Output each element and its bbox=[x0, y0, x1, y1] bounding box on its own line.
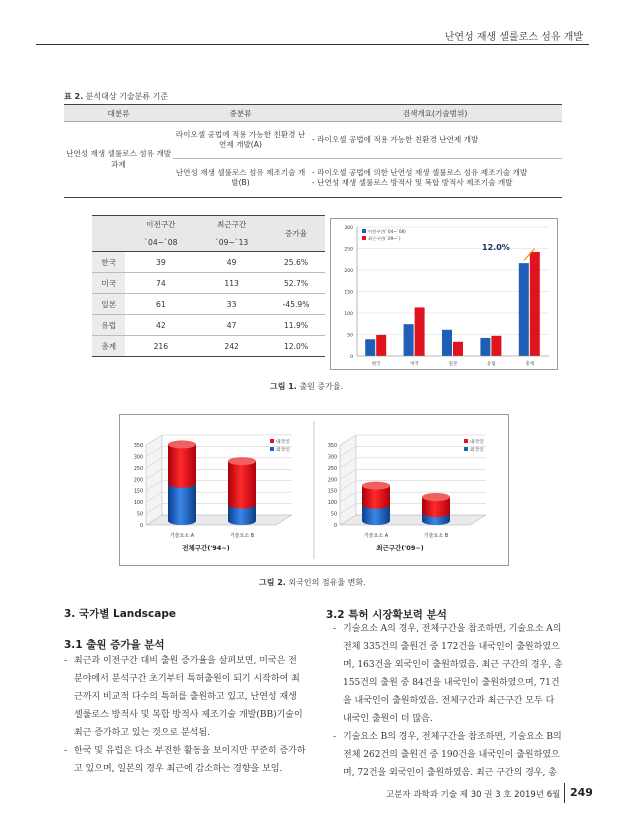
table2-header-desc: 검색개요(기술범위) bbox=[308, 105, 562, 122]
x-tick-label: 미국 bbox=[410, 362, 419, 367]
growth-table-row bbox=[92, 315, 325, 336]
growth-table-cell: 일본 bbox=[92, 294, 125, 315]
y-tick-label: 200 bbox=[327, 478, 337, 484]
growth-table-cell: 한국 bbox=[92, 252, 125, 273]
table2-mid-cell: 라이오셀 공법에 적용 가능한 친환경 난연제 개발(A) bbox=[173, 122, 308, 159]
gridline bbox=[146, 469, 292, 479]
growth-table-cell: 61 bbox=[125, 294, 196, 315]
bar-recent bbox=[530, 252, 540, 356]
table2-header-major: 대분류 bbox=[64, 105, 173, 122]
figure2-svg bbox=[120, 415, 508, 565]
legend-label: 외국인 bbox=[276, 448, 290, 453]
bar-recent bbox=[376, 335, 386, 356]
gridline bbox=[340, 458, 486, 468]
table2-caption-number: 표 2. bbox=[64, 92, 84, 101]
growth-table-cell: 총계 bbox=[92, 336, 125, 357]
panel-title: 전체구간('94~) bbox=[182, 544, 230, 552]
bar-prev bbox=[404, 324, 414, 356]
table2-caption bbox=[64, 91, 168, 102]
legend-label: 내국인 bbox=[470, 440, 484, 445]
bullet-text: 최근과 이전구간 대비 출원 증가율을 살펴보면, 미국은 전 분야에서 분석구간 초기부터 특허출원이 되기 시작하여 최근까지 비교적 다수의 특허를 출원하고 있고, 난연성 재생 셀룰로스 방적사 및 복합 방적사 제조기술 개발(BB)기술이 최근 증가하고 있는 것으로 분석됨. bbox=[74, 656, 303, 738]
cylinder-top bbox=[422, 493, 450, 501]
growth-table-cell: -45.9% bbox=[267, 294, 325, 315]
growth-table-cell: 49 bbox=[196, 252, 267, 273]
legend-swatch bbox=[464, 439, 468, 443]
bullet-item: - 기술요소 A의 경우, 전체구간을 참조하면, 기술요소 A의 전체 335건의 출원건 중 172건을 내국인이 출원하였으며, 163건을 외국인이 출원하였음. 최근 구간의 경우, 총 155건의 출원 중 84건을 내국인이 출원하였으며, 71건을 내국인이 출원하였음. 전체구간과 최근구간 모두 다 내국인 출원이 더 많음. bbox=[333, 624, 563, 724]
growth-table-cell: 33 bbox=[196, 294, 267, 315]
cylinder-segment-domestic bbox=[228, 461, 256, 508]
bullet-item: - 최근과 이전구간 대비 출원 증가율을 살펴보면, 미국은 전 분야에서 분석구간 초기부터 특허출원이 되기 시작하여 최근까지 비교적 다수의 특허를 출원하고 있고, 난연성 재생 셀룰로스 방적사 및 복합 방적사 제조기술 개발(BB)기술이 최근 증가하고 있는 것으로 분석됨. bbox=[64, 656, 303, 738]
table2-desc-cell bbox=[308, 159, 562, 198]
growth-table-header-growth: 증가율 bbox=[267, 216, 325, 252]
x-tick-label: 기술요소 B bbox=[229, 533, 255, 539]
growth-table-cell: 216 bbox=[125, 336, 196, 357]
legend-label: 내국인 bbox=[276, 440, 290, 445]
gridline bbox=[340, 504, 486, 514]
y-tick-label: 350 bbox=[327, 444, 337, 449]
y-tick-label: 300 bbox=[327, 455, 337, 461]
y-tick-label: 300 bbox=[133, 455, 143, 461]
panel-title: 최근구간('09~) bbox=[376, 544, 424, 552]
growth-table-header-recent: 최근구간 bbox=[196, 216, 267, 234]
bar-prev bbox=[442, 330, 452, 356]
growth-table-cell: 25.6% bbox=[267, 252, 325, 273]
y-tick-label: 0 bbox=[139, 524, 143, 529]
cylinder-top bbox=[168, 440, 196, 448]
page-number: 249 bbox=[570, 786, 593, 799]
gridline bbox=[146, 492, 292, 502]
growth-table-row bbox=[92, 252, 325, 273]
bullet-text: 기술요소 A의 경우, 전체구간을 참조하면, 기술요소 A의 전체 335건의 출원건 중 172건을 내국인이 출원하였으며, 163건을 외국인이 출원하였음. 최근 구간의 경우, 총 155건의 출원 중 84건을 내국인이 출원하였으며, 71건을 내국인이 출원하였음. 전체구간과 최근구간 모두 다 내국인 출원이 더 많음. bbox=[343, 624, 563, 724]
section-3-1-heading: 3.1 출원 증가율 분석 bbox=[64, 639, 165, 651]
y-tick-label: 250 bbox=[133, 466, 143, 472]
figure1-chart bbox=[330, 218, 558, 370]
growth-table-header-prev-range: `04~`08 bbox=[125, 234, 196, 252]
y-tick-label: 250 bbox=[327, 466, 337, 472]
cylinder-segment-foreign bbox=[168, 484, 196, 525]
legend-swatch bbox=[464, 447, 468, 451]
y-tick-label: 0 bbox=[350, 355, 353, 360]
gridline bbox=[146, 481, 292, 491]
growth-table-cell: 39 bbox=[125, 252, 196, 273]
y-tick-label: 300 bbox=[344, 226, 353, 231]
legend-swatch bbox=[362, 229, 366, 233]
y-tick-label: 150 bbox=[133, 489, 143, 495]
growth-table-cell: 242 bbox=[196, 336, 267, 357]
floor-plane bbox=[340, 515, 486, 525]
legend-swatch bbox=[270, 439, 274, 443]
growth-table-cell: 113 bbox=[196, 273, 267, 294]
figure1-caption-text: 출원 증가율. bbox=[299, 382, 344, 391]
y-tick-label: 250 bbox=[344, 247, 353, 253]
bar-recent bbox=[491, 336, 501, 356]
y-tick-label: 100 bbox=[344, 312, 353, 317]
growth-table-row bbox=[92, 336, 325, 357]
floor-plane bbox=[146, 515, 292, 525]
x-tick-label: 한국 bbox=[371, 362, 381, 367]
bar-prev bbox=[519, 263, 529, 356]
growth-table-cell: 11.9% bbox=[267, 315, 325, 336]
x-tick-label: 일본 bbox=[448, 362, 458, 367]
bullet-item: - 기술요소 B의 경우, 전체구간을 참조하면, 기술요소 B의 전체 262건의 출원건 중 190건을 내국인이 출원하였으며, 72건을 외국인이 출원하였음. 최근 구간의 경우, 총 bbox=[333, 732, 562, 778]
growth-table-row bbox=[92, 273, 325, 294]
y-tick-label: 200 bbox=[344, 269, 353, 274]
y-tick-label: 350 bbox=[133, 444, 143, 449]
table2-header-mid: 중분류 bbox=[173, 105, 308, 122]
figure2-caption-text: 외국인의 점유율 변화. bbox=[288, 578, 366, 587]
cylinder-top bbox=[362, 482, 390, 490]
figure1-svg bbox=[331, 219, 557, 369]
x-tick-label: 기술요소 B bbox=[423, 533, 449, 539]
x-tick-label: 유럽 bbox=[487, 362, 496, 367]
growth-table-cell: 12.0% bbox=[267, 336, 325, 357]
side-wall bbox=[146, 435, 162, 525]
gridline bbox=[146, 458, 292, 468]
bar-recent bbox=[415, 307, 425, 356]
table2-desc-line: - 난연성 재생 셀룰로스 방적사 및 복합 방적사 제조기술 개발 bbox=[312, 178, 513, 187]
y-tick-label: 200 bbox=[133, 478, 143, 484]
growth-table-cell: 유럽 bbox=[92, 315, 125, 336]
legend-swatch bbox=[270, 447, 274, 451]
growth-table-header-prev: 이전구간 bbox=[125, 216, 196, 234]
table2-major-cell: 난연성 재생 셀룰로스 섬유 개발과제 bbox=[64, 122, 173, 198]
growth-table-cell: 52.7% bbox=[267, 273, 325, 294]
y-tick-label: 100 bbox=[133, 501, 143, 507]
gridline bbox=[340, 481, 486, 491]
growth-table-cell: 74 bbox=[125, 273, 196, 294]
figure1-caption-number: 그림 1. bbox=[270, 382, 297, 391]
growth-table bbox=[92, 215, 325, 357]
x-tick-label: 총계 bbox=[525, 362, 535, 367]
table2-desc-line: - 라이오셀 공법에 적용 가능한 친환경 난연제 개발 bbox=[312, 134, 479, 144]
legend-swatch bbox=[362, 236, 366, 240]
running-header: 난연성 재생 셀룰로스 섬유 개발 bbox=[444, 32, 583, 43]
cylinder-top bbox=[228, 457, 256, 465]
y-tick-label: 50 bbox=[330, 512, 337, 518]
gridline bbox=[340, 492, 486, 502]
bar-prev bbox=[480, 338, 490, 356]
growth-table-cell: 47 bbox=[196, 315, 267, 336]
section-3-1-body bbox=[64, 652, 308, 778]
section-3-heading: 3. 국가별 Landscape bbox=[64, 608, 176, 620]
x-tick-label: 기술요소 A bbox=[363, 533, 389, 539]
y-tick-label: 100 bbox=[327, 501, 337, 507]
bullet-text: 기술요소 B의 경우, 전체구간을 참조하면, 기술요소 B의 전체 262건의 출원건 중 190건을 내국인이 출원하였으며, 72건을 외국인이 출원하였음. 최근 구간의 경우, 총 bbox=[343, 732, 562, 778]
side-wall bbox=[340, 435, 356, 525]
y-tick-label: 0 bbox=[333, 524, 337, 529]
legend-label: 최근구간(`09~`) bbox=[368, 236, 401, 241]
y-tick-label: 50 bbox=[347, 333, 353, 339]
table2-desc-cell bbox=[308, 122, 562, 159]
y-tick-label: 50 bbox=[136, 512, 143, 518]
gridline bbox=[146, 504, 292, 514]
growth-table-header-recent-range: `09~`13 bbox=[196, 234, 267, 252]
table2-mid-cell: 난연성 재생 셀룰로스 섬유 제조기술 개발(B) bbox=[173, 159, 308, 198]
footer-divider bbox=[564, 783, 565, 803]
section-3-2-heading: 3.2 특허 시장확보력 분석 bbox=[326, 609, 447, 621]
y-tick-label: 150 bbox=[327, 489, 337, 495]
bullet-text: 한국 및 유럽은 다소 부진한 활동을 보이지만 꾸준히 증가하고 있으며, 일본의 경우 최근에 감소하는 경향을 보임. bbox=[74, 746, 306, 774]
growth-table-cell: 42 bbox=[125, 315, 196, 336]
table2-caption-text: 분석대상 기술분류 기준 bbox=[85, 92, 169, 101]
table2-desc-line: - 라이오셀 공법에 의한 난연성 재생 셀룰로스 섬유 제조기술 개발 bbox=[312, 167, 528, 177]
growth-annotation: 12.0% bbox=[482, 242, 510, 252]
growth-table-cell: 미국 bbox=[92, 273, 125, 294]
bar-recent bbox=[453, 342, 463, 356]
cylinder-segment-domestic bbox=[168, 444, 196, 487]
bullet-item: - 한국 및 유럽은 다소 부진한 활동을 보이지만 꾸준히 증가하고 있으며, 일본의 경우 최근에 감소하는 경향을 보임. bbox=[64, 746, 306, 774]
header-rule bbox=[36, 44, 589, 45]
growth-table-row bbox=[92, 294, 325, 315]
bar-prev bbox=[365, 339, 375, 356]
table2 bbox=[64, 104, 562, 198]
section-3-2-body bbox=[333, 620, 563, 782]
legend-label: 이전구간(`04~`08) bbox=[368, 229, 406, 234]
figure2-caption bbox=[259, 577, 366, 588]
footer-journal: 고분자 과학과 기술 제 30 권 3 호 2019년 6월 bbox=[386, 790, 561, 800]
x-tick-label: 기술요소 A bbox=[169, 533, 195, 539]
y-tick-label: 150 bbox=[344, 290, 353, 296]
figure1-caption bbox=[270, 381, 343, 392]
gridline bbox=[340, 469, 486, 479]
figure2-caption-number: 그림 2. bbox=[259, 578, 286, 587]
figure2-chart bbox=[119, 414, 509, 566]
legend-label: 외국인 bbox=[470, 448, 484, 453]
